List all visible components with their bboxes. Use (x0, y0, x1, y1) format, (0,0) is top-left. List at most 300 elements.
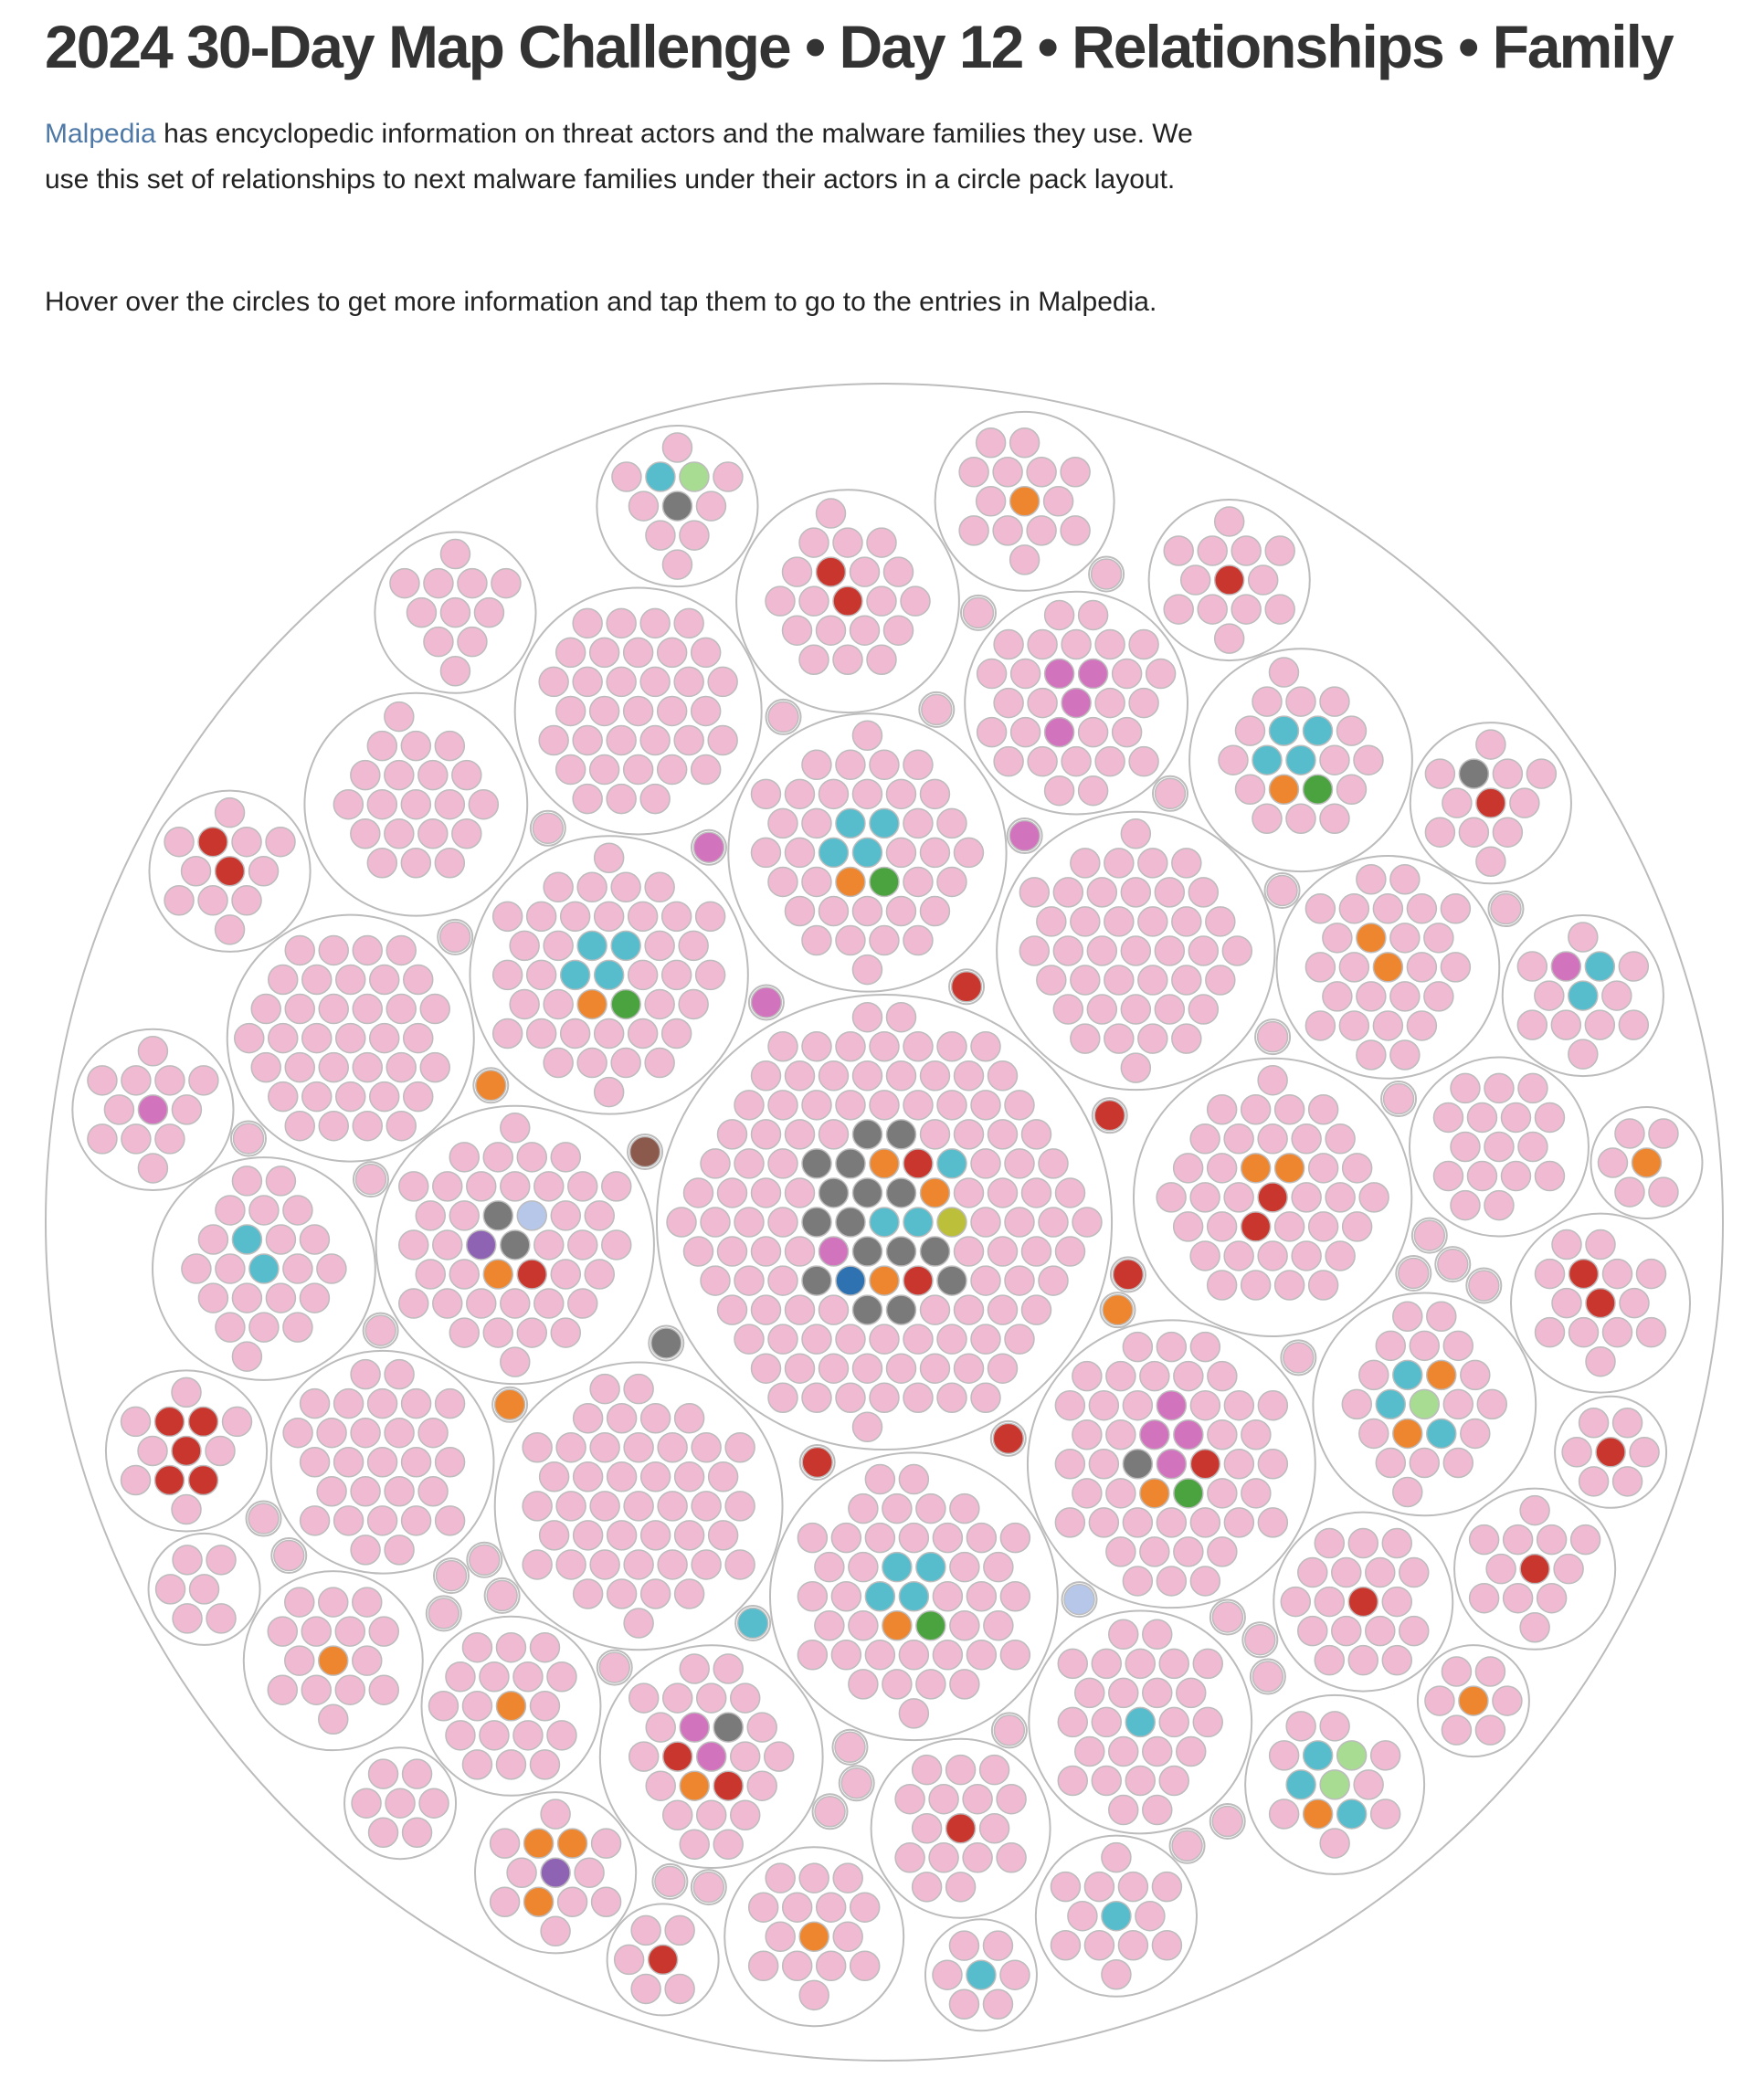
actor-group[interactable] (376, 1106, 654, 1384)
malware-family-circle[interactable] (1390, 923, 1420, 953)
malware-family-circle[interactable] (1569, 1039, 1598, 1069)
malware-family-circle[interactable] (819, 838, 848, 867)
actor-group[interactable] (1093, 1098, 1127, 1133)
actor-group[interactable] (1210, 1804, 1245, 1839)
malware-family-circle[interactable] (561, 960, 590, 989)
malware-family-circle[interactable] (1143, 1619, 1172, 1649)
malware-family-circle[interactable] (768, 1208, 797, 1237)
malware-family-circle[interactable] (697, 1742, 726, 1771)
actor-group[interactable] (231, 1121, 266, 1155)
malware-family-circle[interactable] (1382, 1528, 1411, 1557)
malware-family-circle[interactable] (1393, 1360, 1422, 1389)
malware-family-circle[interactable] (1354, 1770, 1383, 1799)
malware-family-circle[interactable] (365, 1315, 396, 1345)
malware-family-circle[interactable] (1022, 1237, 1051, 1266)
malware-family-circle[interactable] (903, 1266, 933, 1295)
malware-family-circle[interactable] (568, 1289, 597, 1318)
malware-family-circle[interactable] (1039, 1208, 1068, 1237)
malware-family-circle[interactable] (517, 1260, 546, 1289)
malware-family-circle[interactable] (865, 1524, 894, 1553)
malware-family-circle[interactable] (1461, 1419, 1490, 1448)
malware-family-circle[interactable] (300, 1283, 329, 1313)
malware-family-circle[interactable] (696, 491, 725, 521)
malware-family-circle[interactable] (831, 1524, 861, 1553)
malware-family-circle[interactable] (1129, 747, 1158, 776)
malware-family-circle[interactable] (386, 935, 416, 965)
malware-family-circle[interactable] (1619, 952, 1648, 981)
malware-family-circle[interactable] (802, 1091, 831, 1120)
malware-family-circle[interactable] (624, 1550, 653, 1579)
malware-family-circle[interactable] (595, 902, 624, 931)
malware-family-circle[interactable] (713, 1713, 743, 1742)
malware-family-circle[interactable] (1470, 1525, 1499, 1555)
malware-family-circle[interactable] (1219, 745, 1248, 775)
malware-family-circle[interactable] (1079, 718, 1108, 747)
malware-family-circle[interactable] (1265, 536, 1294, 565)
malware-family-circle[interactable] (802, 867, 831, 896)
malware-family-circle[interactable] (599, 1652, 629, 1682)
malware-family-circle[interactable] (752, 1178, 781, 1208)
malware-family-circle[interactable] (751, 987, 781, 1018)
actor-group[interactable] (153, 1157, 375, 1380)
malware-family-circle[interactable] (640, 785, 670, 814)
malware-family-circle[interactable] (1062, 747, 1091, 776)
malware-family-circle[interactable] (335, 1675, 364, 1704)
malware-family-circle[interactable] (390, 569, 419, 598)
malware-family-circle[interactable] (577, 931, 607, 960)
malware-family-circle[interactable] (544, 872, 573, 902)
malware-family-circle[interactable] (1089, 1450, 1118, 1479)
actor-group[interactable] (1410, 1058, 1589, 1237)
malware-family-circle[interactable] (1348, 1528, 1378, 1557)
malware-family-circle[interactable] (551, 1260, 580, 1289)
malware-family-circle[interactable] (1425, 817, 1454, 847)
malware-family-circle[interactable] (786, 1354, 815, 1383)
malware-family-circle[interactable] (662, 960, 692, 989)
actor-group[interactable] (1396, 1256, 1431, 1291)
malware-family-circle[interactable] (585, 1260, 614, 1289)
malware-family-circle[interactable] (577, 1049, 607, 1078)
malware-family-circle[interactable] (1270, 1741, 1299, 1770)
malware-family-circle[interactable] (1092, 1649, 1121, 1678)
malware-family-circle[interactable] (1106, 1537, 1136, 1566)
malware-family-circle[interactable] (1241, 1271, 1271, 1300)
malware-family-circle[interactable] (544, 931, 573, 960)
malware-family-circle[interactable] (802, 1383, 831, 1412)
malware-family-circle[interactable] (607, 725, 636, 754)
malware-family-circle[interactable] (993, 1423, 1023, 1453)
malware-family-circle[interactable] (385, 1535, 414, 1565)
malware-family-circle[interactable] (1326, 1183, 1355, 1212)
malware-family-circle[interactable] (1106, 1479, 1136, 1508)
malware-family-circle[interactable] (173, 1604, 202, 1633)
malware-family-circle[interactable] (1053, 878, 1083, 907)
malware-family-circle[interactable] (734, 1324, 764, 1354)
malware-family-circle[interactable] (1337, 1741, 1367, 1770)
actor-group[interactable] (749, 985, 784, 1019)
malware-family-circle[interactable] (1265, 595, 1294, 624)
malware-family-circle[interactable] (155, 1124, 185, 1154)
malware-family-circle[interactable] (1222, 936, 1252, 965)
actor-group[interactable] (1412, 1218, 1447, 1253)
malware-family-circle[interactable] (541, 1916, 570, 1946)
malware-family-circle[interactable] (1414, 1220, 1444, 1250)
malware-family-circle[interactable] (684, 1237, 713, 1266)
malware-family-circle[interactable] (440, 657, 470, 686)
malware-family-circle[interactable] (574, 1462, 603, 1492)
malware-family-circle[interactable] (436, 1561, 466, 1591)
malware-family-circle[interactable] (1177, 1678, 1206, 1707)
malware-family-circle[interactable] (1143, 1796, 1172, 1825)
malware-family-circle[interactable] (662, 433, 692, 462)
malware-family-circle[interactable] (368, 1506, 397, 1535)
malware-family-circle[interactable] (351, 1419, 380, 1448)
malware-family-circle[interactable] (799, 528, 829, 557)
malware-family-circle[interactable] (483, 1143, 512, 1172)
malware-family-circle[interactable] (541, 1858, 570, 1887)
malware-family-circle[interactable] (1143, 1678, 1172, 1707)
actor-group[interactable] (1111, 1257, 1146, 1292)
malware-family-circle[interactable] (404, 965, 433, 994)
malware-family-circle[interactable] (1579, 1408, 1609, 1438)
malware-family-circle[interactable] (1136, 1902, 1165, 1931)
malware-family-circle[interactable] (870, 750, 899, 779)
malware-family-circle[interactable] (1441, 953, 1470, 982)
malware-family-circle[interactable] (680, 462, 709, 491)
malware-family-circle[interactable] (399, 1172, 428, 1201)
malware-family-circle[interactable] (223, 1407, 252, 1436)
malware-family-circle[interactable] (235, 1024, 264, 1053)
malware-family-circle[interactable] (164, 886, 194, 915)
malware-family-circle[interactable] (697, 1800, 726, 1830)
malware-family-circle[interactable] (1062, 689, 1091, 718)
actor-group[interactable] (470, 836, 747, 1113)
malware-family-circle[interactable] (899, 1465, 928, 1494)
malware-family-circle[interactable] (833, 645, 862, 674)
malware-family-circle[interactable] (836, 808, 865, 838)
malware-family-circle[interactable] (1270, 1799, 1299, 1829)
malware-family-circle[interactable] (1068, 1902, 1097, 1931)
malware-family-circle[interactable] (1010, 545, 1040, 575)
malware-family-circle[interactable] (1537, 1584, 1567, 1613)
malware-family-circle[interactable] (590, 1375, 619, 1404)
malware-family-circle[interactable] (675, 1579, 704, 1609)
malware-family-circle[interactable] (1292, 1183, 1321, 1212)
malware-family-circle[interactable] (487, 1580, 517, 1610)
actor-group[interactable] (1273, 1513, 1452, 1692)
malware-family-circle[interactable] (1140, 1420, 1169, 1450)
malware-family-circle[interactable] (501, 1113, 530, 1143)
malware-family-circle[interactable] (353, 1646, 382, 1675)
malware-family-circle[interactable] (645, 1049, 674, 1078)
malware-family-circle[interactable] (544, 989, 573, 1018)
malware-family-circle[interactable] (886, 897, 915, 926)
malware-family-circle[interactable] (1613, 1408, 1643, 1438)
malware-family-circle[interactable] (172, 1095, 201, 1124)
malware-family-circle[interactable] (658, 638, 687, 667)
malware-family-circle[interactable] (870, 1266, 899, 1295)
malware-family-circle[interactable] (611, 1049, 640, 1078)
actor-group[interactable] (649, 1325, 683, 1360)
malware-family-circle[interactable] (1286, 687, 1315, 716)
malware-family-circle[interactable] (933, 1960, 962, 1989)
malware-family-circle[interactable] (899, 1699, 928, 1728)
malware-family-circle[interactable] (446, 1721, 475, 1750)
malware-family-circle[interactable] (1393, 1302, 1422, 1331)
malware-family-circle[interactable] (797, 1640, 827, 1670)
malware-family-circle[interactable] (1470, 1584, 1499, 1613)
malware-family-circle[interactable] (921, 1354, 950, 1383)
malware-family-circle[interactable] (1281, 1587, 1310, 1617)
malware-family-circle[interactable] (268, 1675, 297, 1704)
malware-family-circle[interactable] (1159, 1767, 1188, 1796)
malware-family-circle[interactable] (835, 1732, 865, 1762)
malware-family-circle[interactable] (731, 1742, 760, 1771)
malware-family-circle[interactable] (1056, 1237, 1085, 1266)
malware-family-circle[interactable] (433, 1289, 462, 1318)
malware-family-circle[interactable] (88, 1066, 117, 1095)
malware-family-circle[interactable] (1208, 1479, 1237, 1508)
actor-group[interactable] (434, 1558, 469, 1593)
actor-group[interactable] (597, 1651, 632, 1685)
malware-family-circle[interactable] (216, 915, 245, 944)
malware-family-circle[interactable] (786, 1061, 815, 1091)
malware-family-circle[interactable] (1433, 1102, 1463, 1132)
malware-family-circle[interactable] (993, 516, 1022, 545)
malware-family-circle[interactable] (612, 462, 641, 491)
malware-family-circle[interactable] (269, 965, 298, 994)
malware-family-circle[interactable] (1376, 1448, 1405, 1477)
malware-family-circle[interactable] (266, 1166, 295, 1196)
malware-family-circle[interactable] (607, 1579, 637, 1609)
malware-family-circle[interactable] (993, 458, 1022, 487)
malware-family-circle[interactable] (817, 499, 846, 528)
malware-family-circle[interactable] (1376, 1389, 1405, 1419)
malware-family-circle[interactable] (283, 1419, 312, 1448)
malware-family-circle[interactable] (590, 1433, 619, 1462)
malware-family-circle[interactable] (1571, 1525, 1600, 1555)
malware-family-circle[interactable] (1493, 759, 1522, 788)
malware-family-circle[interactable] (697, 1683, 726, 1713)
actor-group[interactable] (427, 1596, 461, 1630)
malware-family-circle[interactable] (367, 790, 396, 819)
malware-family-circle[interactable] (266, 1225, 295, 1254)
malware-family-circle[interactable] (517, 1318, 546, 1347)
malware-family-circle[interactable] (1155, 936, 1184, 965)
malware-family-circle[interactable] (1164, 595, 1193, 624)
malware-family-circle[interactable] (1121, 995, 1150, 1024)
malware-family-circle[interactable] (752, 1237, 781, 1266)
malware-family-circle[interactable] (662, 491, 692, 521)
malware-family-circle[interactable] (971, 1208, 1000, 1237)
malware-family-circle[interactable] (836, 750, 865, 779)
malware-family-circle[interactable] (895, 1843, 924, 1872)
malware-family-circle[interactable] (302, 965, 332, 994)
malware-family-circle[interactable] (1113, 718, 1142, 747)
malware-family-circle[interactable] (696, 960, 725, 989)
malware-family-circle[interactable] (249, 857, 279, 886)
malware-family-circle[interactable] (1535, 981, 1564, 1010)
malware-family-circle[interactable] (1037, 965, 1066, 995)
malware-family-circle[interactable] (1476, 788, 1505, 817)
actor-group[interactable] (600, 1645, 823, 1868)
malware-family-circle[interactable] (590, 1492, 619, 1521)
malware-family-circle[interactable] (731, 1683, 760, 1713)
malware-family-circle[interactable] (852, 779, 882, 808)
malware-family-circle[interactable] (416, 1260, 445, 1289)
malware-family-circle[interactable] (836, 926, 865, 955)
malware-family-circle[interactable] (334, 1389, 364, 1419)
malware-family-circle[interactable] (561, 902, 590, 931)
malware-family-circle[interactable] (977, 487, 1006, 516)
malware-family-circle[interactable] (351, 1360, 380, 1389)
malware-family-circle[interactable] (674, 667, 703, 696)
malware-family-circle[interactable] (269, 1024, 298, 1053)
actor-group[interactable] (227, 915, 474, 1162)
malware-family-circle[interactable] (1305, 953, 1335, 982)
malware-family-circle[interactable] (319, 995, 348, 1024)
malware-family-circle[interactable] (1298, 1558, 1327, 1587)
malware-family-circle[interactable] (573, 725, 602, 754)
malware-family-circle[interactable] (853, 1061, 882, 1091)
malware-family-circle[interactable] (950, 1494, 979, 1524)
malware-family-circle[interactable] (674, 608, 703, 638)
malware-family-circle[interactable] (679, 931, 708, 960)
malware-family-circle[interactable] (595, 1018, 624, 1048)
malware-family-circle[interactable] (433, 1172, 462, 1201)
malware-family-circle[interactable] (1155, 878, 1184, 907)
malware-family-circle[interactable] (967, 1640, 996, 1670)
malware-family-circle[interactable] (922, 694, 952, 724)
malware-family-circle[interactable] (1343, 1212, 1372, 1241)
malware-family-circle[interactable] (1467, 1162, 1496, 1191)
malware-family-circle[interactable] (1400, 1617, 1429, 1646)
malware-family-circle[interactable] (752, 1061, 781, 1091)
malware-family-circle[interactable] (334, 1506, 364, 1535)
malware-family-circle[interactable] (853, 1120, 882, 1149)
malware-family-circle[interactable] (903, 1324, 933, 1354)
actor-group[interactable] (438, 920, 472, 955)
malware-family-circle[interactable] (1045, 600, 1074, 629)
malware-family-circle[interactable] (1336, 716, 1366, 745)
malware-family-circle[interactable] (886, 838, 915, 867)
malware-family-circle[interactable] (1298, 1617, 1327, 1646)
malware-family-circle[interactable] (385, 1360, 414, 1389)
malware-family-circle[interactable] (1027, 458, 1056, 487)
malware-family-circle[interactable] (1275, 1271, 1305, 1300)
malware-family-circle[interactable] (1224, 1450, 1253, 1479)
actor-group[interactable] (1255, 1019, 1290, 1054)
malware-family-circle[interactable] (436, 1448, 465, 1477)
malware-family-circle[interactable] (645, 931, 674, 960)
malware-family-circle[interactable] (1443, 1331, 1473, 1360)
malware-family-circle[interactable] (317, 1477, 346, 1506)
actor-group[interactable] (1454, 1489, 1615, 1650)
malware-family-circle[interactable] (467, 1230, 496, 1260)
malware-family-circle[interactable] (799, 1922, 829, 1951)
malware-family-circle[interactable] (510, 931, 539, 960)
malware-family-circle[interactable] (1562, 1438, 1591, 1467)
malware-family-circle[interactable] (1475, 1715, 1505, 1745)
malware-family-circle[interactable] (747, 1713, 776, 1742)
actor-group[interactable] (965, 592, 1188, 815)
actor-group[interactable] (1435, 1247, 1470, 1282)
malware-family-circle[interactable] (1159, 1707, 1188, 1736)
malware-family-circle[interactable] (802, 808, 831, 838)
malware-family-circle[interactable] (1320, 1712, 1349, 1741)
malware-family-circle[interactable] (1427, 1360, 1456, 1389)
malware-family-circle[interactable] (285, 1587, 314, 1617)
malware-family-circle[interactable] (1138, 907, 1167, 936)
malware-family-circle[interactable] (435, 732, 464, 761)
malware-family-circle[interactable] (675, 1462, 704, 1492)
actor-group[interactable] (1313, 1293, 1536, 1516)
malware-family-circle[interactable] (611, 872, 640, 902)
malware-family-circle[interactable] (551, 1318, 580, 1347)
actor-group[interactable] (1153, 776, 1188, 811)
malware-family-circle[interactable] (513, 1721, 543, 1750)
malware-family-circle[interactable] (440, 922, 470, 952)
actor-group[interactable] (692, 830, 726, 865)
malware-family-circle[interactable] (1177, 1736, 1206, 1766)
malware-family-circle[interactable] (449, 1201, 479, 1230)
malware-family-circle[interactable] (1121, 936, 1150, 965)
actor-group[interactable] (766, 700, 801, 734)
malware-family-circle[interactable] (679, 989, 708, 1018)
malware-family-circle[interactable] (1072, 1479, 1102, 1508)
malware-family-circle[interactable] (768, 1149, 797, 1178)
malware-family-circle[interactable] (971, 1324, 1000, 1354)
malware-family-circle[interactable] (836, 1324, 865, 1354)
malware-family-circle[interactable] (1215, 565, 1244, 595)
malware-family-circle[interactable] (663, 1800, 692, 1830)
malware-family-circle[interactable] (1152, 1931, 1181, 1960)
malware-family-circle[interactable] (527, 902, 556, 931)
malware-family-circle[interactable] (1376, 1331, 1405, 1360)
malware-family-circle[interactable] (1258, 1391, 1287, 1420)
malware-family-circle[interactable] (955, 1295, 984, 1324)
malware-family-circle[interactable] (752, 1354, 781, 1383)
malware-family-circle[interactable] (301, 1617, 331, 1646)
malware-family-circle[interactable] (870, 1324, 899, 1354)
malware-family-circle[interactable] (1371, 1799, 1400, 1829)
actor-group[interactable] (1189, 649, 1412, 871)
malware-family-circle[interactable] (747, 1771, 776, 1800)
malware-family-circle[interactable] (765, 1742, 794, 1771)
malware-family-circle[interactable] (428, 1598, 459, 1629)
malware-family-circle[interactable] (658, 696, 687, 725)
malware-family-circle[interactable] (1258, 1183, 1287, 1212)
malware-family-circle[interactable] (903, 926, 933, 955)
malware-family-circle[interactable] (530, 1633, 559, 1662)
malware-family-circle[interactable] (833, 1922, 862, 1951)
malware-family-circle[interactable] (1190, 1450, 1220, 1479)
malware-family-circle[interactable] (852, 721, 882, 750)
malware-family-circle[interactable] (963, 597, 993, 628)
actor-group[interactable] (244, 1571, 423, 1750)
malware-family-circle[interactable] (1109, 1619, 1138, 1649)
malware-family-circle[interactable] (1011, 659, 1040, 689)
malware-family-circle[interactable] (493, 902, 523, 931)
malware-family-circle[interactable] (1320, 804, 1349, 833)
malware-family-circle[interactable] (155, 1066, 185, 1095)
malware-family-circle[interactable] (1585, 952, 1614, 981)
malware-family-circle[interactable] (300, 1225, 329, 1254)
malware-family-circle[interactable] (1109, 1678, 1138, 1707)
malware-family-circle[interactable] (884, 557, 914, 586)
malware-family-circle[interactable] (1336, 775, 1366, 804)
malware-family-circle[interactable] (424, 569, 453, 598)
